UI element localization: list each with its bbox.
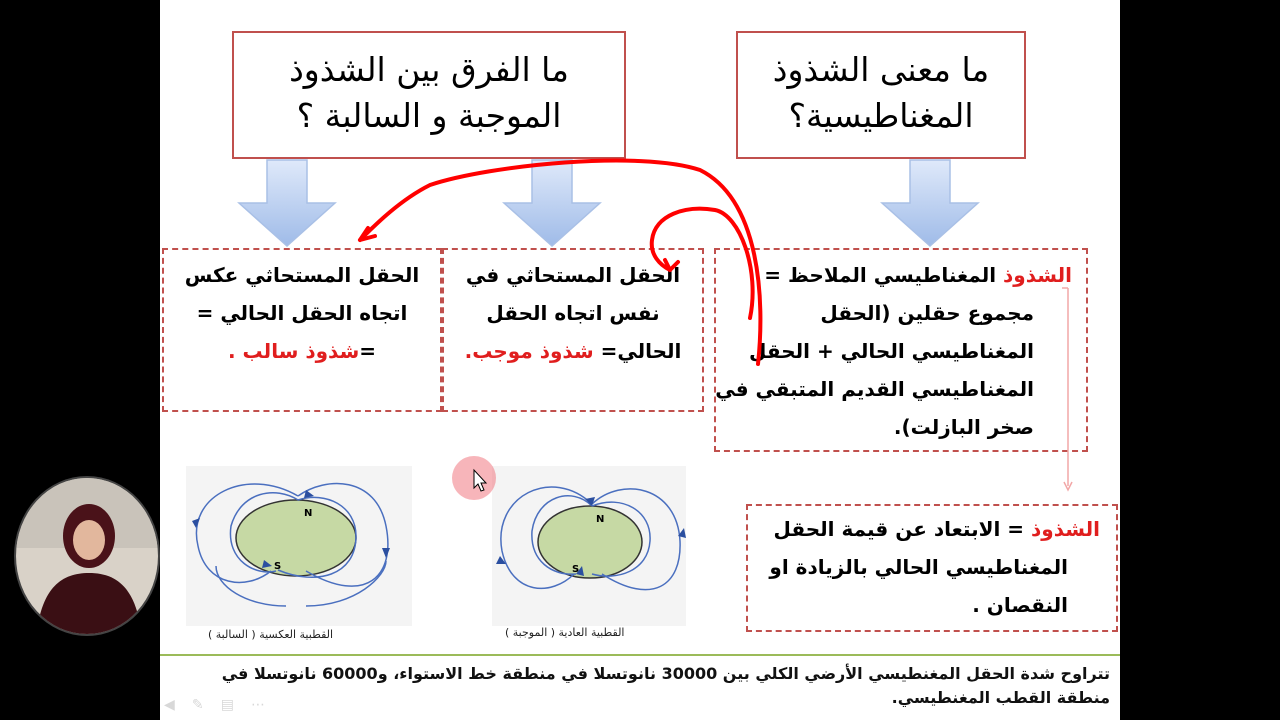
north-label: N <box>304 508 313 519</box>
anomaly-term: الشذوذ <box>1031 517 1100 541</box>
presenter-webcam <box>14 476 160 636</box>
diagram-reversed-polarity <box>186 466 412 626</box>
question-line: ما الفرق بين الشذوذ <box>289 50 569 89</box>
definition-text: = الابتعاد عن قيمة الحقل <box>773 517 1032 541</box>
more-icon[interactable]: ⋯ <box>251 697 266 713</box>
caption-reversed: القطبية العكسية ( السالبة ) <box>208 628 334 641</box>
slides-icon[interactable]: ▤ <box>220 697 234 713</box>
diagram-normal-polarity <box>492 466 686 626</box>
north-label: N <box>596 514 605 525</box>
question-line: الموجبة و السالبة ؟ <box>296 96 562 135</box>
earth-ellipse <box>236 500 356 576</box>
answer-line: المغناطيسي القديم المتبقي في <box>715 377 1034 401</box>
hand-drawn-annotation <box>160 0 1120 380</box>
cursor-highlight <box>452 456 496 500</box>
definition-line: النقصان . <box>972 593 1068 617</box>
pen-icon[interactable]: ✎ <box>191 697 204 713</box>
anomaly-term: الشذوذ <box>1003 263 1072 287</box>
definition-box <box>746 504 1118 632</box>
info-bar <box>160 654 1120 720</box>
info-line: منطقة القطب المغنطيسي. <box>891 688 1110 707</box>
answer-text: المغناطيسي الملاحظ = <box>764 263 1004 287</box>
answer-text: الحالي= <box>593 339 682 363</box>
south-label: S <box>572 564 580 575</box>
south-label: S <box>274 561 282 572</box>
earth-ellipse <box>538 506 642 578</box>
positive-anomaly-label: شذوذ موجب. <box>464 339 594 363</box>
answer-text: = <box>359 339 377 363</box>
slide <box>160 0 1120 720</box>
question-line: المغناطيسية؟ <box>788 96 974 135</box>
cursor-arrow-icon <box>452 456 496 500</box>
caption-normal: القطبية العادية ( الموجبة ) <box>505 626 625 639</box>
answer-line: المغناطيسي الحالي + الحقل <box>748 339 1034 363</box>
arrow-left-icon[interactable]: ◀ <box>164 697 175 713</box>
answer-line: الحقل المستحاثي في <box>465 263 681 287</box>
question-line: ما معنى الشذوذ <box>772 50 990 89</box>
definition-line: المغناطيسي الحالي بالزيادة او <box>769 555 1068 579</box>
answer-line: اتجاه الحقل الحالي = <box>196 301 408 325</box>
info-line: تتراوح شدة الحقل المغنطيسي الأرضي الكلي بين 30000 نانوتسلا في منطقة خط الاستواء، و60000 نانوتسلا في <box>221 664 1110 683</box>
answer-line: صخر البازلت). <box>893 415 1034 439</box>
slideshow-controls <box>164 694 277 712</box>
answer-line: الحقل المستحاثي عكس <box>184 263 420 287</box>
answer-line: مجموع حقلين (الحقل <box>820 301 1034 325</box>
negative-anomaly-label: شذوذ سالب . <box>227 339 360 363</box>
answer-line: نفس اتجاه الحقل <box>486 301 660 325</box>
definition-line <box>748 510 1100 548</box>
